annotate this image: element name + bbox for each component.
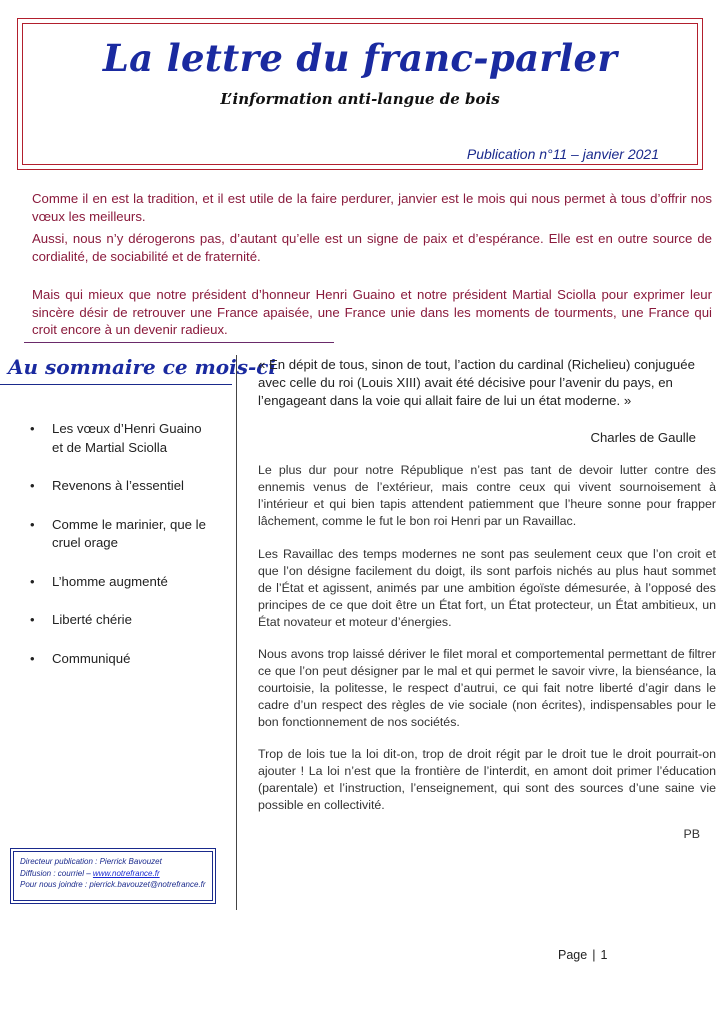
summary-item-label: Comme le marinier, que le cruel orage: [52, 516, 206, 550]
credit-diffusion: [20, 868, 206, 880]
summary-item-label: Les vœux d’Henri Guaino et de Martial Sciolla: [52, 421, 202, 455]
article-paragraph: Trop de lois tue la loi dit-on, trop de droit régit par le droit tue le droit pourrait-on ajouter ! La loi n’est que la frontière de l’interdit, en amont doit primer l’éducation (parentale) et l’instruction, l’enseignement, qui sont des sources d’une saine vie possible en collectivité.: [258, 747, 716, 812]
summary-title: Au sommaire ce mois-ci: [8, 355, 277, 379]
quote-text: « En dépit de tous, sinon de tout, l’action du cardinal (Richelieu) conjuguée avec celle du roi (Louis XIII) avait été décisive pour l’avenir du pays, en l’engageant dans la voie qui allait faire de lui un état moderne. »: [258, 357, 695, 409]
summary-item: [30, 611, 210, 630]
contact-email: pierrick.bavouzet@notrefrance.fr: [89, 880, 206, 889]
credits-box: [10, 848, 216, 904]
bullet-icon: •: [30, 421, 35, 436]
column-separator: [236, 355, 237, 910]
summary-item: [30, 573, 210, 592]
bullet-icon: •: [30, 573, 35, 589]
masthead-inner-frame: [22, 23, 698, 165]
article-paragraph: Nous avons trop laissé dériver le filet moral et comportemental permettant de filtrer ce que l’on peut désigner par le mal et qui permet le savoir vivre, la bienséance, la courtoisie, la politesse, le respect d’autrui, ce qui fait notre liberté d’agir dans le cadre d’un respect des règles de vie sociale (non écrites), indispensables pour le bon fonctionnement de nos sociétés.: [258, 647, 716, 729]
website-link[interactable]: www.notrefrance.fr: [92, 868, 160, 878]
page-label: Page: [558, 948, 588, 962]
bullet-icon: •: [30, 612, 35, 627]
publication-info: Publication n°11 – janvier 2021: [466, 146, 659, 162]
summary-item: [30, 420, 210, 457]
summary-title-underline: [0, 384, 232, 385]
credit-director-name: Pierrick Bavouzet: [99, 857, 162, 866]
summary-item-label: Revenons à l’essentiel: [52, 478, 184, 493]
newsletter-subtitle: L’information anti-langue de bois: [220, 90, 500, 108]
page-separator: |: [592, 948, 596, 962]
intro-paragraph: Mais qui mieux que notre président d’honneur Henri Guaino et notre président Martial Sciolla pour exprimer leur sincère désir de retrouver une France apaisée, une France unie dans les moments de tourments, une France qui croit encore à un devenir radieux.: [32, 287, 712, 337]
section-divider: [24, 342, 334, 343]
article-paragraph: Le plus dur pour notre République n’est pas tant de devoir lutter contre des ennemis venus de l’extérieur, mais contre ceux qui vivent sournoisement à l’intérieur et qui bien tapis attendent patiemment que l’heure sonne pour frapper lâchement, comme le fut le bon roi Henri par un Ravaillac.: [258, 463, 716, 528]
page-number: [558, 948, 607, 962]
bullet-icon: •: [30, 478, 35, 493]
intro-paragraph: Comme il en est la tradition, et il est utile de la faire perdurer, janvier est le mois qui nous permet à tous d’offrir nos vœux les meilleurs.: [32, 191, 712, 224]
credit-contact: [20, 879, 206, 891]
summary-item-label: Liberté chérie: [52, 612, 132, 627]
summary-item: [30, 477, 210, 496]
intro-paragraph: Aussi, nous n’y dérogerons pas, d’autant qu’elle est un signe de paix et d’espérance. Elle est en outre source de cordialité, de sociabilité et de fraternité.: [32, 231, 712, 264]
credit-director: [20, 856, 206, 868]
page-number-value: 1: [600, 948, 608, 962]
summary-item-label: L’homme augmenté: [52, 573, 168, 589]
bullet-icon: •: [30, 516, 35, 532]
summary-list: [30, 420, 210, 688]
summary-item: [30, 650, 210, 669]
newsletter-title: La lettre du franc-parler: [102, 36, 618, 80]
article-signature: PB: [683, 827, 700, 841]
summary-item: [30, 516, 210, 553]
credit-director-label: Directeur publication :: [20, 857, 100, 866]
bullet-icon: •: [30, 650, 35, 666]
credit-diffusion-label: Diffusion : courriel –: [20, 868, 93, 878]
credit-contact-label: Pour nous joindre :: [20, 880, 90, 889]
credits-inner-frame: [13, 851, 213, 901]
quote-author: Charles de Gaulle: [590, 430, 696, 445]
summary-item-label: Communiqué: [52, 650, 131, 666]
article-paragraph: Les Ravaillac des temps modernes ne sont pas seulement ceux que l’on croit et que l’on désigne facilement du doigt, ils sont parfois nichés au plus haut sommet de l’État et agissent, animés par une ambition égoïste démesurée, à l’opposé des principes de ce que doit être un État fort, un État protecteur, un État ambitieux, un État novateur et moteur d’énergies.: [258, 547, 716, 629]
masthead-frame: [17, 18, 703, 170]
